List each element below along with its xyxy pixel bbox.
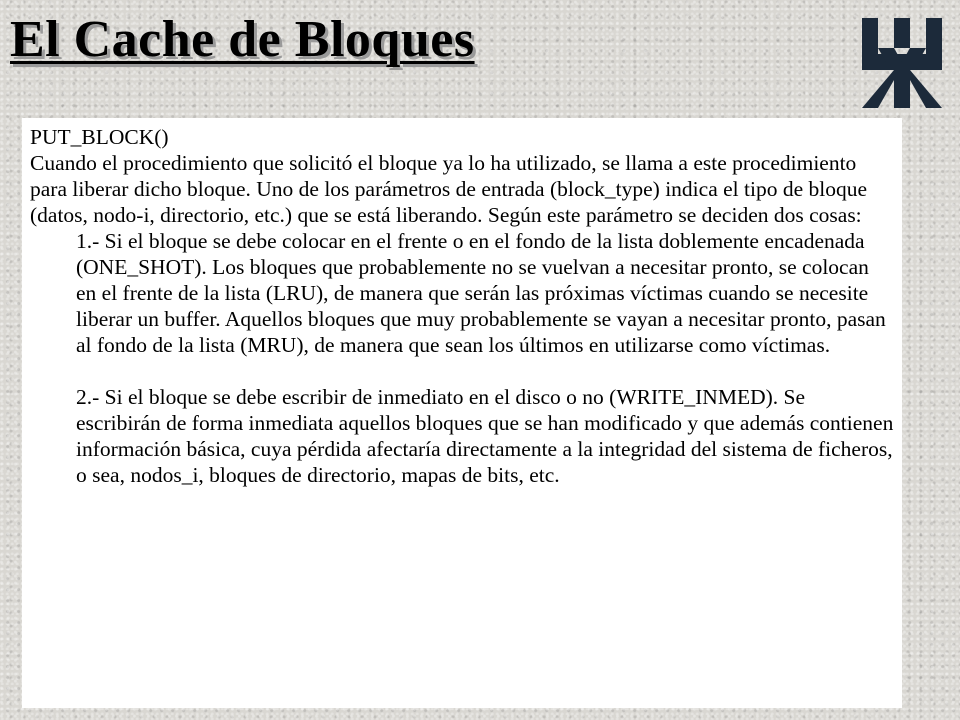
block-heading: PUT_BLOCK() (30, 125, 169, 149)
utn-logo-icon-svg (862, 18, 942, 108)
slide-title: El Cache de Bloques (10, 11, 475, 68)
intro-paragraph: Cuando el procedimiento que solicitó el bloque ya lo ha utilizado, se llama a este procedimiento para liberar dicho bloque. Uno de los parámetros de entrada (block_type) indica el tipo de bloque (datos, nodo-i, directorio, etc.) que se está liberando. Según este parámetro se deciden dos cosas: (30, 151, 868, 227)
paragraph-spacer (30, 358, 894, 384)
list-item-write-inmed: 2.- Si el bloque se debe escribir de inmediato en el disco o no (WRITE_INMED). Se escribirán de forma inmediata aquellos bloques que se han modificado y que además contienen información básica, cuya pérdida afectaría directamente a la integridad del sistema de ficheros, o sea, nodos_i, bloques de directorio, mapas de bits, etc. (76, 385, 894, 487)
utn-logo-icon (862, 18, 942, 108)
list-item-one-shot: 1.- Si el bloque se debe colocar en el frente o en el fondo de la lista doblemente encadenada (ONE_SHOT). Los bloques que probablemente no se vuelvan a necesitar pronto, se colocan en el frente de la lista (LRU), de manera que serán las próximas víctimas cuando se necesite liberar un buffer. Aquellos bloques que muy probablemente se vayan a necesitar pronto, pasan al fondo de la lista (MRU), de manera que sean los últimos en utilizarse como víctimas. (76, 229, 886, 357)
content-box (22, 118, 902, 708)
